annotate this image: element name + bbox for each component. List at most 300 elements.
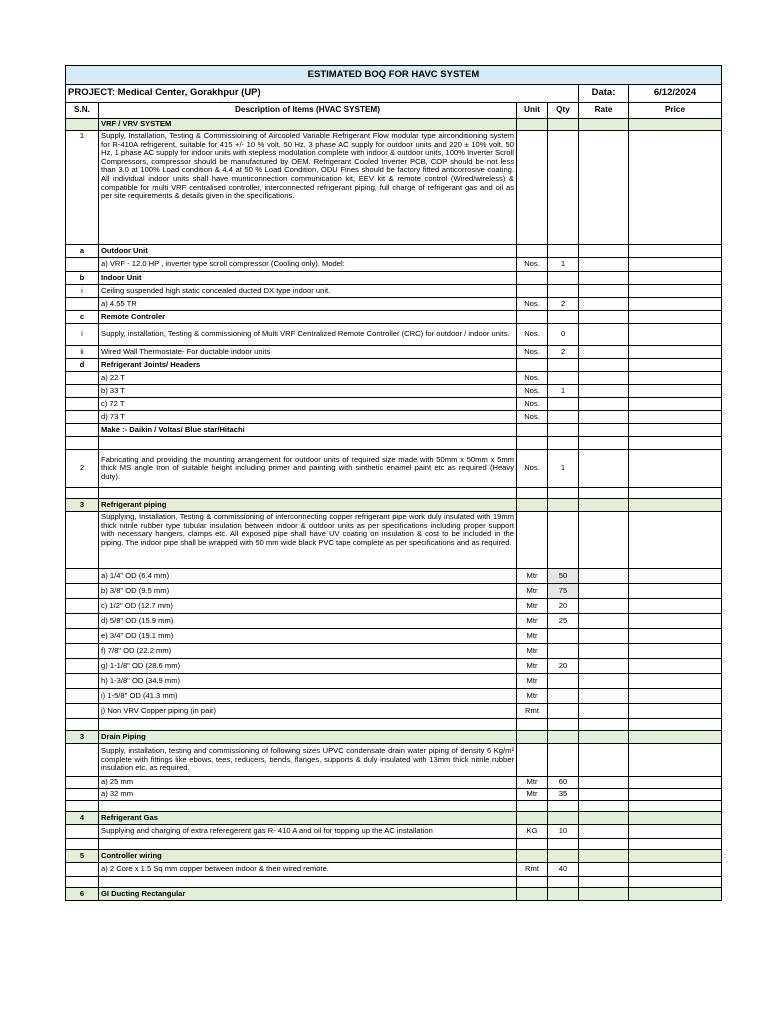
date-value: 6/12/2024 — [629, 85, 722, 103]
cell-qty — [548, 499, 579, 512]
cell-sn: 4 — [66, 812, 99, 825]
cell-sn — [66, 424, 99, 437]
cell-price — [629, 285, 722, 298]
cell-price — [629, 629, 722, 644]
cell-price — [629, 825, 722, 839]
cell-description: f) 7/8" OD (22.2 mm) — [99, 644, 517, 659]
cell-sn — [66, 863, 99, 877]
cell-rate — [579, 839, 629, 850]
cell-description: b) 3/8" OD (9.5 mm) — [99, 584, 517, 599]
cell-price — [629, 398, 722, 411]
col-header-qty: Qty — [548, 103, 579, 119]
cell-rate — [579, 731, 629, 744]
cell-price — [629, 614, 722, 629]
cell-qty — [548, 689, 579, 704]
cell-unit — [517, 488, 548, 499]
cell-unit: Mtr — [517, 689, 548, 704]
cell-unit — [517, 272, 548, 285]
cell-unit: Mtr — [517, 777, 548, 789]
table-row — [66, 398, 722, 411]
cell-sn — [66, 659, 99, 674]
cell-qty — [548, 311, 579, 324]
column-header-row — [66, 103, 722, 119]
cell-unit — [517, 512, 548, 569]
cell-sn: 5 — [66, 850, 99, 863]
cell-rate — [579, 659, 629, 674]
cell-description — [99, 437, 517, 450]
table-row — [66, 863, 722, 877]
cell-description: a) 1/4" OD (6.4 mm) — [99, 569, 517, 584]
cell-sn — [66, 298, 99, 311]
cell-description: Refrigerant piping — [99, 499, 517, 512]
table-row — [66, 311, 722, 324]
cell-description: Refrigerant Joints/ Headers — [99, 359, 517, 372]
col-header-rate: Rate — [579, 103, 629, 119]
cell-qty: 20 — [548, 659, 579, 674]
cell-price — [629, 298, 722, 311]
cell-unit: Mtr — [517, 674, 548, 689]
cell-description: Indoor Unit — [99, 272, 517, 285]
cell-qty: 60 — [548, 777, 579, 789]
cell-description: c) 1/2" OD (12.7 mm) — [99, 599, 517, 614]
cell-sn — [66, 719, 99, 731]
cell-unit: Nos. — [517, 385, 548, 398]
cell-description: a) 22 T — [99, 372, 517, 385]
cell-description: Supplying and charging of extra referegerent gas R- 410 A and oil for topping up the AC installation — [99, 825, 517, 839]
cell-sn — [66, 437, 99, 450]
cell-rate — [579, 801, 629, 812]
cell-price — [629, 385, 722, 398]
cell-qty — [548, 424, 579, 437]
table-row — [66, 258, 722, 272]
cell-qty: 25 — [548, 614, 579, 629]
cell-sn — [66, 372, 99, 385]
cell-price — [629, 644, 722, 659]
table-row — [66, 812, 722, 825]
cell-price — [629, 584, 722, 599]
cell-unit — [517, 424, 548, 437]
table-row — [66, 488, 722, 499]
cell-rate — [579, 789, 629, 801]
table-row — [66, 411, 722, 424]
date-label: Data: — [579, 85, 629, 103]
cell-sn — [66, 744, 99, 777]
cell-rate — [579, 614, 629, 629]
cell-qty: 35 — [548, 789, 579, 801]
table-row — [66, 131, 722, 245]
table-row — [66, 659, 722, 674]
cell-description: h) 1-3/8" OD (34.9 mm) — [99, 674, 517, 689]
cell-description: d) 73 T — [99, 411, 517, 424]
cell-sn — [66, 385, 99, 398]
table-row — [66, 385, 722, 398]
cell-price — [629, 888, 722, 901]
cell-price — [629, 839, 722, 850]
col-header-description: Description of Items (HVAC SYSTEM) — [99, 103, 517, 119]
boq-sheet — [65, 65, 721, 901]
cell-rate — [579, 245, 629, 258]
cell-unit — [517, 801, 548, 812]
table-row — [66, 744, 722, 777]
cell-description: d) 5/8" OD (15.9 mm) — [99, 614, 517, 629]
cell-unit — [517, 285, 548, 298]
cell-unit — [517, 719, 548, 731]
cell-sn — [66, 119, 99, 131]
cell-rate — [579, 888, 629, 901]
cell-sn: i — [66, 324, 99, 346]
cell-sn — [66, 689, 99, 704]
cell-unit — [517, 877, 548, 888]
cell-qty: 1 — [548, 258, 579, 272]
cell-rate — [579, 689, 629, 704]
table-row — [66, 888, 722, 901]
cell-unit: Mtr — [517, 659, 548, 674]
cell-rate — [579, 488, 629, 499]
table-row — [66, 777, 722, 789]
table-row — [66, 789, 722, 801]
cell-sn: 6 — [66, 888, 99, 901]
cell-sn — [66, 629, 99, 644]
cell-description — [99, 839, 517, 850]
cell-qty — [548, 877, 579, 888]
cell-rate — [579, 298, 629, 311]
cell-qty — [548, 372, 579, 385]
cell-sn: 3 — [66, 499, 99, 512]
cell-unit: Nos. — [517, 450, 548, 488]
cell-sn: b — [66, 272, 99, 285]
cell-price — [629, 245, 722, 258]
cell-unit: Nos. — [517, 298, 548, 311]
cell-price — [629, 499, 722, 512]
cell-price — [629, 744, 722, 777]
cell-qty — [548, 131, 579, 245]
cell-qty: 2 — [548, 346, 579, 359]
cell-sn — [66, 644, 99, 659]
cell-price — [629, 512, 722, 569]
cell-qty: 75 — [548, 584, 579, 599]
table-row — [66, 614, 722, 629]
cell-price — [629, 488, 722, 499]
cell-rate — [579, 584, 629, 599]
cell-sn: i — [66, 285, 99, 298]
cell-price — [629, 801, 722, 812]
cell-sn: d — [66, 359, 99, 372]
cell-qty — [548, 512, 579, 569]
cell-unit: Mtr — [517, 599, 548, 614]
project-row — [66, 85, 722, 103]
cell-description: Outdoor Unit — [99, 245, 517, 258]
table-row — [66, 450, 722, 488]
cell-rate — [579, 272, 629, 285]
sheet-title: ESTIMATED BOQ FOR HAVC SYSTEM — [66, 66, 722, 85]
cell-rate — [579, 411, 629, 424]
table-row — [66, 424, 722, 437]
cell-description: j) Non VRV Copper piping (in pair) — [99, 704, 517, 719]
table-row — [66, 437, 722, 450]
cell-sn — [66, 801, 99, 812]
cell-qty — [548, 731, 579, 744]
cell-rate — [579, 825, 629, 839]
cell-price — [629, 863, 722, 877]
cell-rate — [579, 719, 629, 731]
cell-sn — [66, 877, 99, 888]
cell-description: a) 32 mm — [99, 789, 517, 801]
cell-qty: 0 — [548, 324, 579, 346]
cell-rate — [579, 512, 629, 569]
table-row — [66, 512, 722, 569]
cell-description: b) 33 T — [99, 385, 517, 398]
cell-unit: Mtr — [517, 584, 548, 599]
cell-price — [629, 437, 722, 450]
table-row — [66, 285, 722, 298]
cell-qty — [548, 272, 579, 285]
cell-unit — [517, 311, 548, 324]
cell-qty — [548, 839, 579, 850]
table-row — [66, 719, 722, 731]
cell-qty — [548, 398, 579, 411]
cell-rate — [579, 674, 629, 689]
cell-qty — [548, 744, 579, 777]
cell-description: c) 72 T — [99, 398, 517, 411]
cell-description — [99, 488, 517, 499]
table-row — [66, 877, 722, 888]
cell-unit: Nos. — [517, 346, 548, 359]
cell-price — [629, 311, 722, 324]
cell-price — [629, 599, 722, 614]
cell-qty — [548, 812, 579, 825]
cell-unit — [517, 744, 548, 777]
table-row — [66, 689, 722, 704]
cell-unit — [517, 131, 548, 245]
cell-unit — [517, 839, 548, 850]
cell-rate — [579, 372, 629, 385]
cell-rate — [579, 450, 629, 488]
cell-qty — [548, 801, 579, 812]
cell-rate — [579, 359, 629, 372]
table-row — [66, 704, 722, 719]
cell-sn — [66, 674, 99, 689]
cell-rate — [579, 812, 629, 825]
cell-description: Remote Controler — [99, 311, 517, 324]
cell-sn — [66, 825, 99, 839]
table-row — [66, 731, 722, 744]
cell-rate — [579, 499, 629, 512]
cell-rate — [579, 258, 629, 272]
cell-sn — [66, 411, 99, 424]
cell-price — [629, 569, 722, 584]
cell-price — [629, 411, 722, 424]
cell-rate — [579, 385, 629, 398]
cell-unit — [517, 119, 548, 131]
table-row — [66, 245, 722, 258]
cell-qty — [548, 437, 579, 450]
cell-price — [629, 258, 722, 272]
cell-sn — [66, 512, 99, 569]
cell-description: Supply, installation, testing and commissioning of following sizes UPVC condensate drain water piping of density 6 Kg/m² complete with fittings like ebows, tees, reducers, bends, flanges, supports & duly insulated with 13mm thick nitrile rubber insulation etc. as required. — [99, 744, 517, 777]
cell-qty: 1 — [548, 385, 579, 398]
cell-rate — [579, 119, 629, 131]
table-row — [66, 629, 722, 644]
cell-qty: 50 — [548, 569, 579, 584]
table-row — [66, 359, 722, 372]
cell-rate — [579, 424, 629, 437]
cell-rate — [579, 744, 629, 777]
table-row — [66, 272, 722, 285]
col-header-price: Price — [629, 103, 722, 119]
cell-sn: a — [66, 245, 99, 258]
cell-qty — [548, 285, 579, 298]
project-name: PROJECT: Medical Center, Gorakhpur (UP) — [66, 85, 579, 103]
cell-sn — [66, 777, 99, 789]
cell-unit — [517, 359, 548, 372]
cell-sn — [66, 569, 99, 584]
table-row — [66, 850, 722, 863]
cell-qty: 2 — [548, 298, 579, 311]
cell-sn: ii — [66, 346, 99, 359]
cell-description: i) 1-5/8" OD (41.3 mm) — [99, 689, 517, 704]
cell-price — [629, 689, 722, 704]
cell-unit — [517, 245, 548, 258]
cell-sn — [66, 398, 99, 411]
cell-qty: 10 — [548, 825, 579, 839]
cell-unit — [517, 437, 548, 450]
cell-price — [629, 424, 722, 437]
cell-qty — [548, 644, 579, 659]
cell-description: a) 25 mm — [99, 777, 517, 789]
cell-sn — [66, 599, 99, 614]
title-row — [66, 66, 722, 85]
cell-unit — [517, 812, 548, 825]
cell-sn — [66, 704, 99, 719]
table-row — [66, 346, 722, 359]
cell-description: Refrigerant Gas — [99, 812, 517, 825]
cell-description: Wired Wall Thermostate- For ductable indoor units — [99, 346, 517, 359]
table-row — [66, 372, 722, 385]
cell-price — [629, 704, 722, 719]
cell-description: Supply, Installation, Testing & Commissioining of Aircooled Variable Refrigerant Flow modular type airconditioning system for R-410A refrigerent, suitable for 415 +/- 10 % volt, 50 Hz, 3 phase AC supply for outdoor units and 220 ± 10% volt, 50 Hz, 1 phase AC supply for indoor units with stepless modulation complete with indoor & outdoor units, 100% Inverter Scroll Compressors, compressor should be manufactured by OEM. Refrigerant Cooled Inverter PCB, COP should be not less than 3.0 at 100% Load condition & 4.4 at 50 % Load Condition, ODU Fines should be factory fitted anticorrosive coating. All individual indoor units shall have munticonnection communication kit, EEV kit & remote control (Wired/wireless) & compatible for multi VRF centralised controller, interconnected refrigerant piping, full charge of refrigerant gas and oil as per site requirements & details given in the specifications. — [99, 131, 517, 245]
cell-rate — [579, 629, 629, 644]
cell-unit: Mtr — [517, 629, 548, 644]
cell-description: GI Ducting Rectangular — [99, 888, 517, 901]
cell-price — [629, 674, 722, 689]
cell-unit: Mtr — [517, 614, 548, 629]
cell-qty — [548, 674, 579, 689]
cell-description: Supplying, Installation, Testing & commissioning of interconnecting copper refrigerant pipe work duly insulated with 19mm thick nitrile rubber type tubular insulation between indoor & outdoor units as per specifications including proper support with necessary hangers, clamps etc. All exposed pipe shall have UV coating on insulation & cost to be included in the piping. The indoor pipe shall be wrapped with 50 mm wide black PVC tape complete as per specifications and as required. — [99, 512, 517, 569]
cell-description: g) 1-1/8" OD (28.6 mm) — [99, 659, 517, 674]
cell-description: Ceiling suspended high static concealed ducted DX type indoor unit. — [99, 285, 517, 298]
cell-price — [629, 719, 722, 731]
cell-description: a) 4.55 TR — [99, 298, 517, 311]
cell-price — [629, 850, 722, 863]
cell-description — [99, 719, 517, 731]
table-row — [66, 825, 722, 839]
cell-description — [99, 877, 517, 888]
cell-unit: Nos. — [517, 398, 548, 411]
table-row — [66, 839, 722, 850]
cell-price — [629, 119, 722, 131]
cell-sn — [66, 614, 99, 629]
cell-unit: Mtr — [517, 789, 548, 801]
cell-unit: Nos. — [517, 324, 548, 346]
cell-description — [99, 801, 517, 812]
table-row — [66, 801, 722, 812]
cell-rate — [579, 398, 629, 411]
cell-description: VRF / VRV SYSTEM — [99, 119, 517, 131]
cell-price — [629, 789, 722, 801]
cell-description: e) 3/4" OD (19.1 mm) — [99, 629, 517, 644]
cell-price — [629, 777, 722, 789]
cell-price — [629, 131, 722, 245]
cell-qty: 40 — [548, 863, 579, 877]
cell-qty — [548, 629, 579, 644]
cell-rate — [579, 863, 629, 877]
cell-rate — [579, 346, 629, 359]
cell-rate — [579, 877, 629, 888]
cell-description: a) 2 Core x 1.5 Sq mm copper between indoor & their wired remote. — [99, 863, 517, 877]
cell-description: Drain Piping — [99, 731, 517, 744]
table-row — [66, 674, 722, 689]
table-row — [66, 599, 722, 614]
cell-qty — [548, 245, 579, 258]
table-row — [66, 298, 722, 311]
cell-rate — [579, 285, 629, 298]
cell-unit — [517, 731, 548, 744]
cell-qty: 20 — [548, 599, 579, 614]
cell-description: Make :- Daikin / Voltas/ Blue star/Hitachi — [99, 424, 517, 437]
cell-qty — [548, 888, 579, 901]
cell-qty: 1 — [548, 450, 579, 488]
col-header-unit: Unit — [517, 103, 548, 119]
cell-rate — [579, 437, 629, 450]
cell-rate — [579, 777, 629, 789]
cell-unit — [517, 888, 548, 901]
cell-unit — [517, 850, 548, 863]
table-row — [66, 569, 722, 584]
cell-unit: KG — [517, 825, 548, 839]
cell-rate — [579, 644, 629, 659]
cell-sn: 1 — [66, 131, 99, 245]
cell-qty — [548, 359, 579, 372]
table-row — [66, 499, 722, 512]
cell-unit: Nos. — [517, 258, 548, 272]
boq-table — [65, 65, 722, 901]
cell-qty — [548, 411, 579, 424]
cell-rate — [579, 131, 629, 245]
table-row — [66, 644, 722, 659]
cell-description: Supply, installation, Testing & commissioning of Multi VRF Centralized Remote Controller (CRC) for outdoor / indoor units. — [99, 324, 517, 346]
cell-qty — [548, 119, 579, 131]
cell-description: Controller wiring — [99, 850, 517, 863]
cell-unit: Mtr — [517, 569, 548, 584]
table-row — [66, 324, 722, 346]
cell-sn — [66, 258, 99, 272]
cell-qty — [548, 488, 579, 499]
cell-unit — [517, 499, 548, 512]
cell-sn — [66, 488, 99, 499]
cell-qty — [548, 850, 579, 863]
cell-price — [629, 659, 722, 674]
cell-price — [629, 877, 722, 888]
cell-unit: Nos. — [517, 372, 548, 385]
cell-price — [629, 346, 722, 359]
cell-unit: Rmt — [517, 704, 548, 719]
cell-price — [629, 731, 722, 744]
cell-sn — [66, 789, 99, 801]
cell-sn — [66, 584, 99, 599]
cell-qty — [548, 719, 579, 731]
cell-sn — [66, 839, 99, 850]
col-header-sn: S.N. — [66, 103, 99, 119]
